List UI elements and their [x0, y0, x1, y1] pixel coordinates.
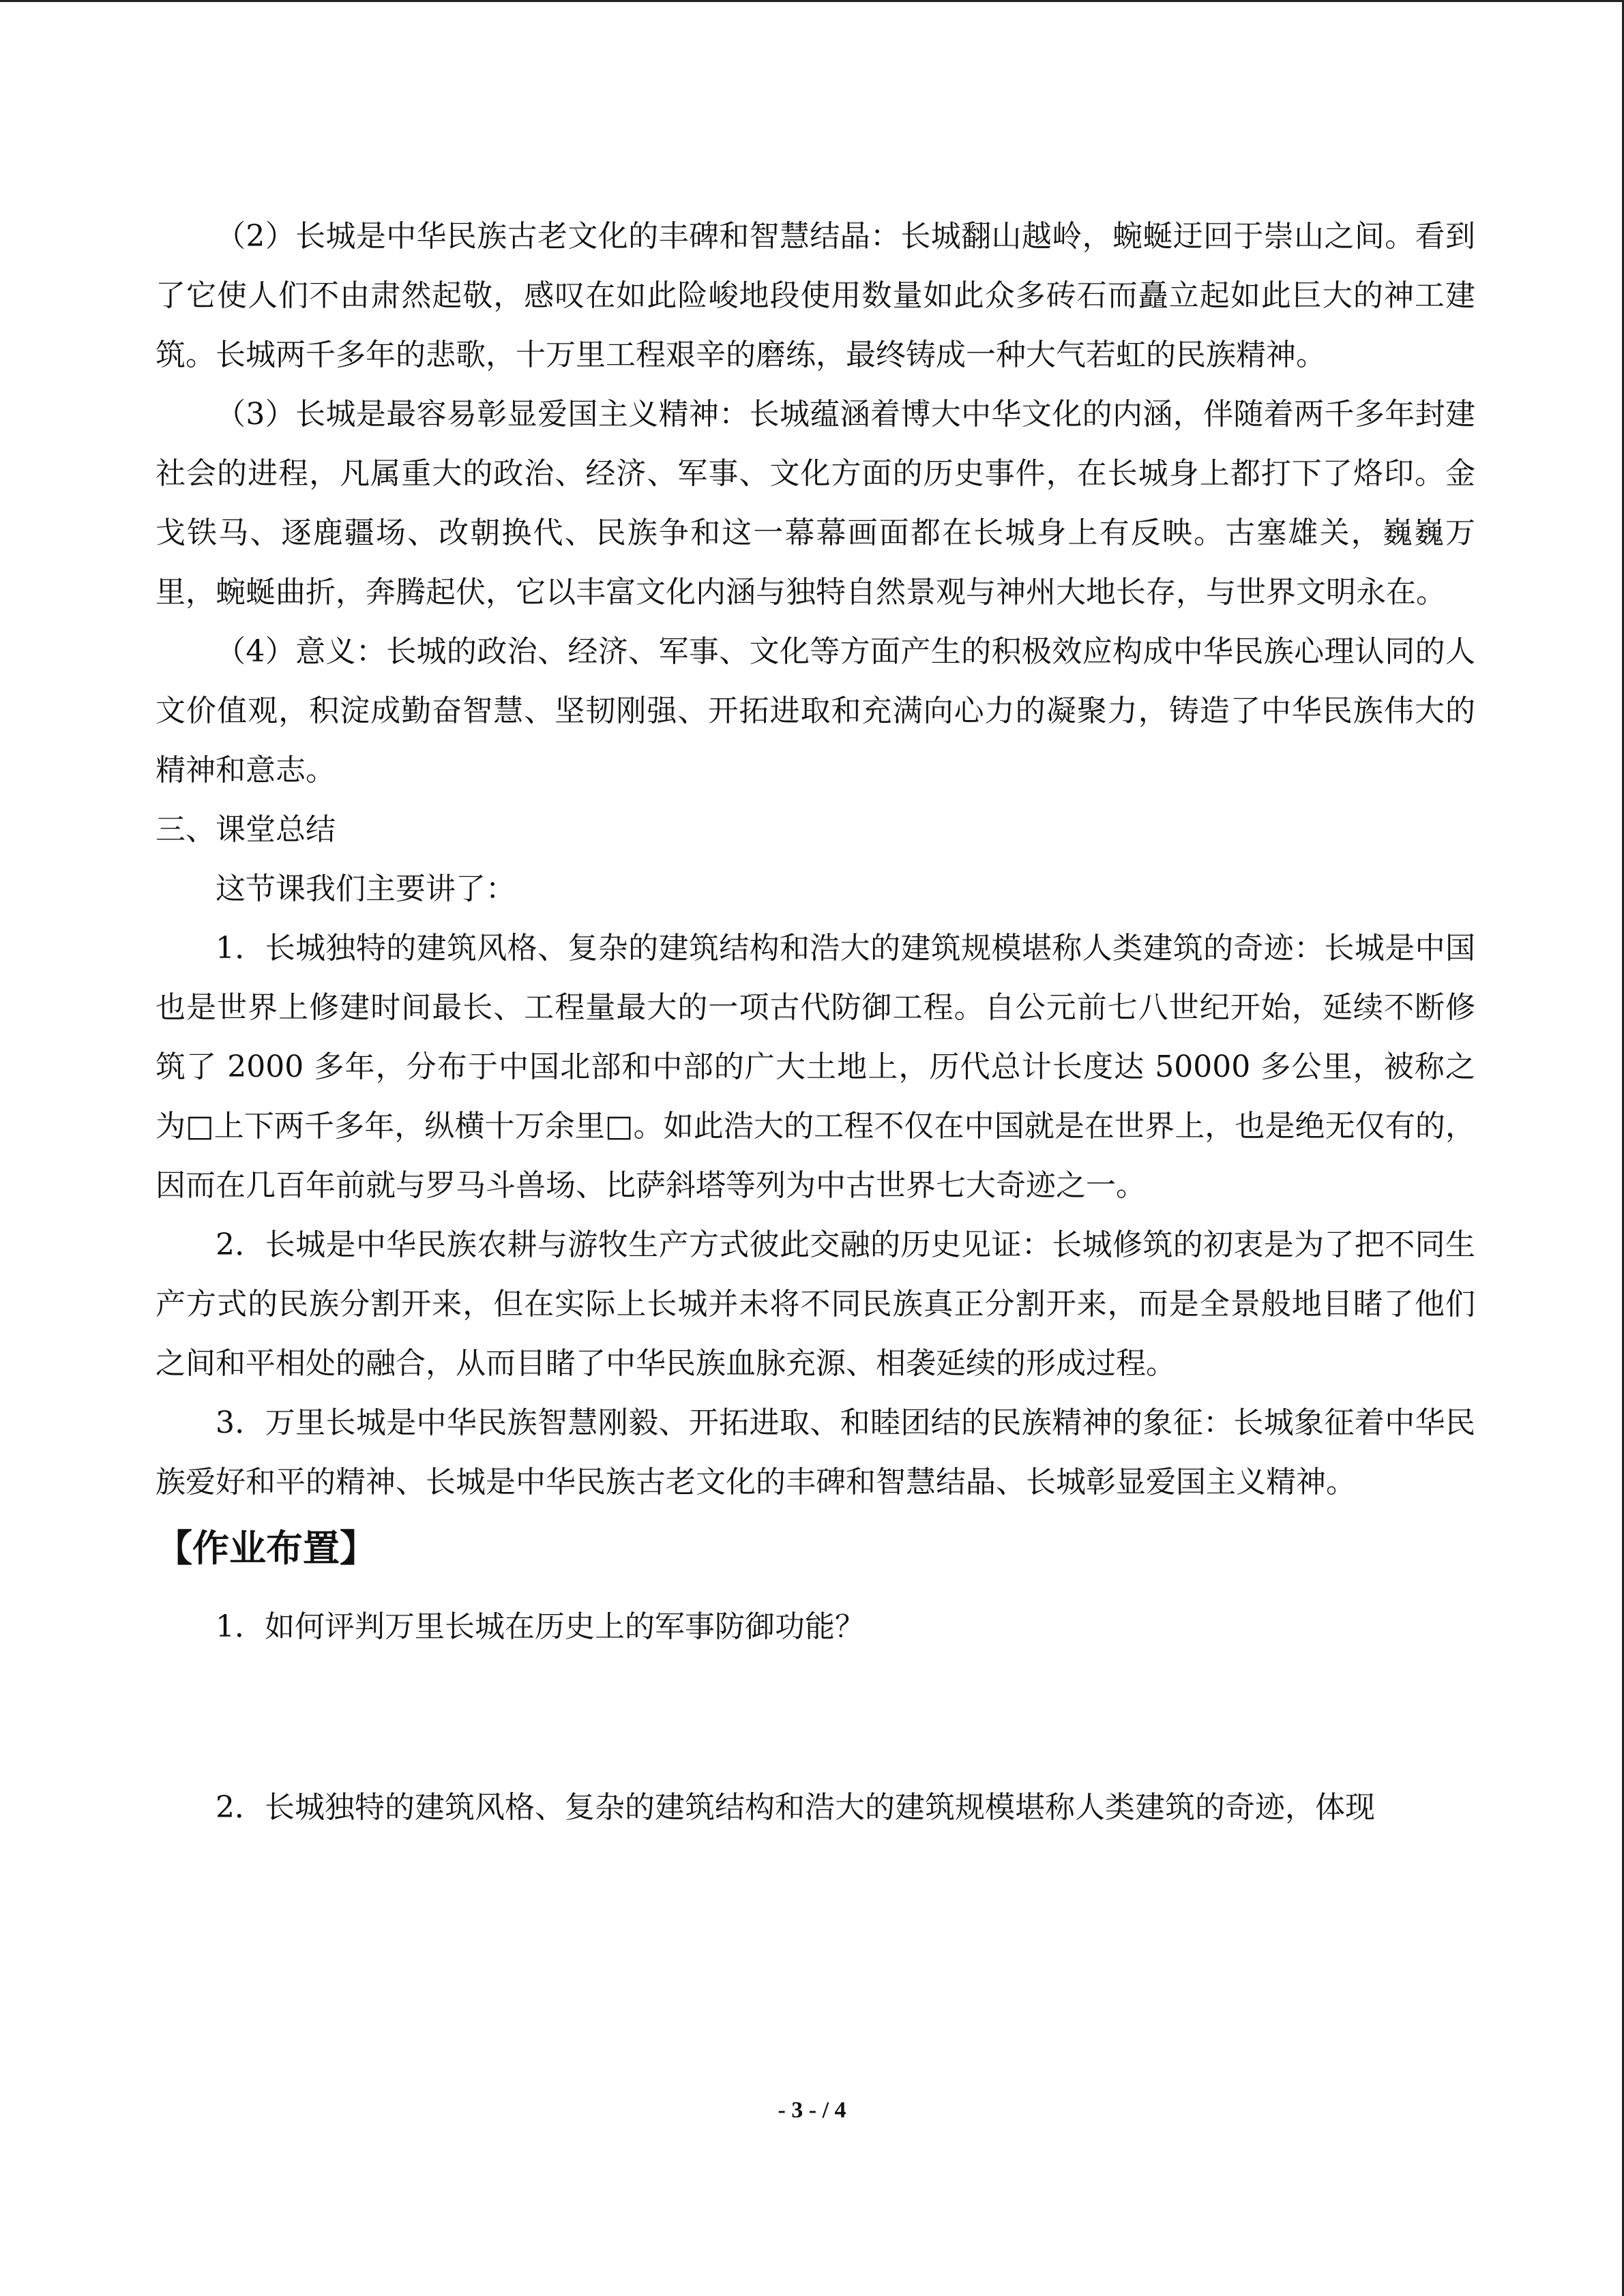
homework-heading: 【作业布置】: [156, 1527, 377, 1570]
section-title-summary: 三、课堂总结: [156, 812, 336, 847]
summary-intro: 这节课我们主要讲了：: [216, 871, 516, 906]
summary-point-1: 1．长城独特的建筑风格、复杂的建筑结构和浩大的建筑规模堪称人类建筑的奇迹：长城是中国也是世界上修建时间最长、工程量最大的一项古代防御工程。自公元前七八世纪开始，延续不断修筑了 2000 多年，分布于中国北部和中部的广大土地上，历代总计长度达 50000 多公里，被称之为□上下两千多年，纵横十万余里□。如此浩大的工程不仅在中国就是在世界上，也是绝无仅有的，因而在几百年前就与罗马斗兽场、比萨斜塔等列为中古世界七大奇迹之一。: [156, 931, 1475, 1203]
page-number: - 3 - / 4: [778, 2098, 846, 2123]
summary-point-2: 2．长城是中华民族农耕与游牧生产方式彼此交融的历史见证：长城修筑的初衷是为了把不同生产方式的民族分割开来，但在实际上长城并未将不同民族真正分割开来，而是全景般地目睹了他们之间和平相处的融合，从而目睹了中华民族血脉充源、相袭延续的形成过程。: [156, 1227, 1475, 1381]
page-content: [156, 207, 1475, 1837]
homework-question-2: 2．长城独特的建筑风格、复杂的建筑结构和浩大的建筑规模堪称人类建筑的奇迹，体现: [216, 1790, 1375, 1825]
paragraph-significance: （4）意义：长城的政治、经济、军事、文化等方面产生的积极效应构成中华民族心理认同的人文价值观，积淀成勤奋智慧、坚韧刚强、开拓进取和充满向心力的凝聚力，铸造了中华民族伟大的精神和意志。: [156, 634, 1475, 788]
summary-point-3: 3．万里长城是中华民族智慧刚毅、开拓进取、和睦团结的民族精神的象征：长城象征着中华民族爱好和平的精神、长城是中华民族古老文化的丰碑和智慧结晶、长城彰显爱国主义精神。: [156, 1405, 1475, 1500]
homework-question-1: 1．如何评判万里长城在历史上的军事防御功能？: [216, 1609, 865, 1644]
paragraph-great-wall-culture: （2）长城是中华民族古老文化的丰碑和智慧结晶：长城翻山越岭，蜿蜒迂回于崇山之间。看到了它使人们不由肃然起敬，感叹在如此险峻地段使用数量如此众多砖石而矗立起如此巨大的神工建筑。长城两千多年的悲歌，十万里工程艰辛的磨练，最终铸成一种大气若虹的民族精神。: [156, 219, 1475, 372]
answer-space: [156, 1656, 1475, 1778]
paragraph-patriotism: （3）长城是最容易彰显爱国主义精神：长城蕴涵着博大中华文化的内涵，伴随着两千多年封建社会的进程，凡属重大的政治、经济、军事、文化方面的历史事件，在长城身上都打下了烙印。金戈铁马、逐鹿疆场、改朝换代、民族争和这一幕幕画面都在长城身上有反映。古塞雄关，巍巍万里，蜿蜒曲折，奔腾起伏，它以丰富文化内涵与独特自然景观与神州大地长存，与世界文明永在。: [156, 397, 1475, 610]
